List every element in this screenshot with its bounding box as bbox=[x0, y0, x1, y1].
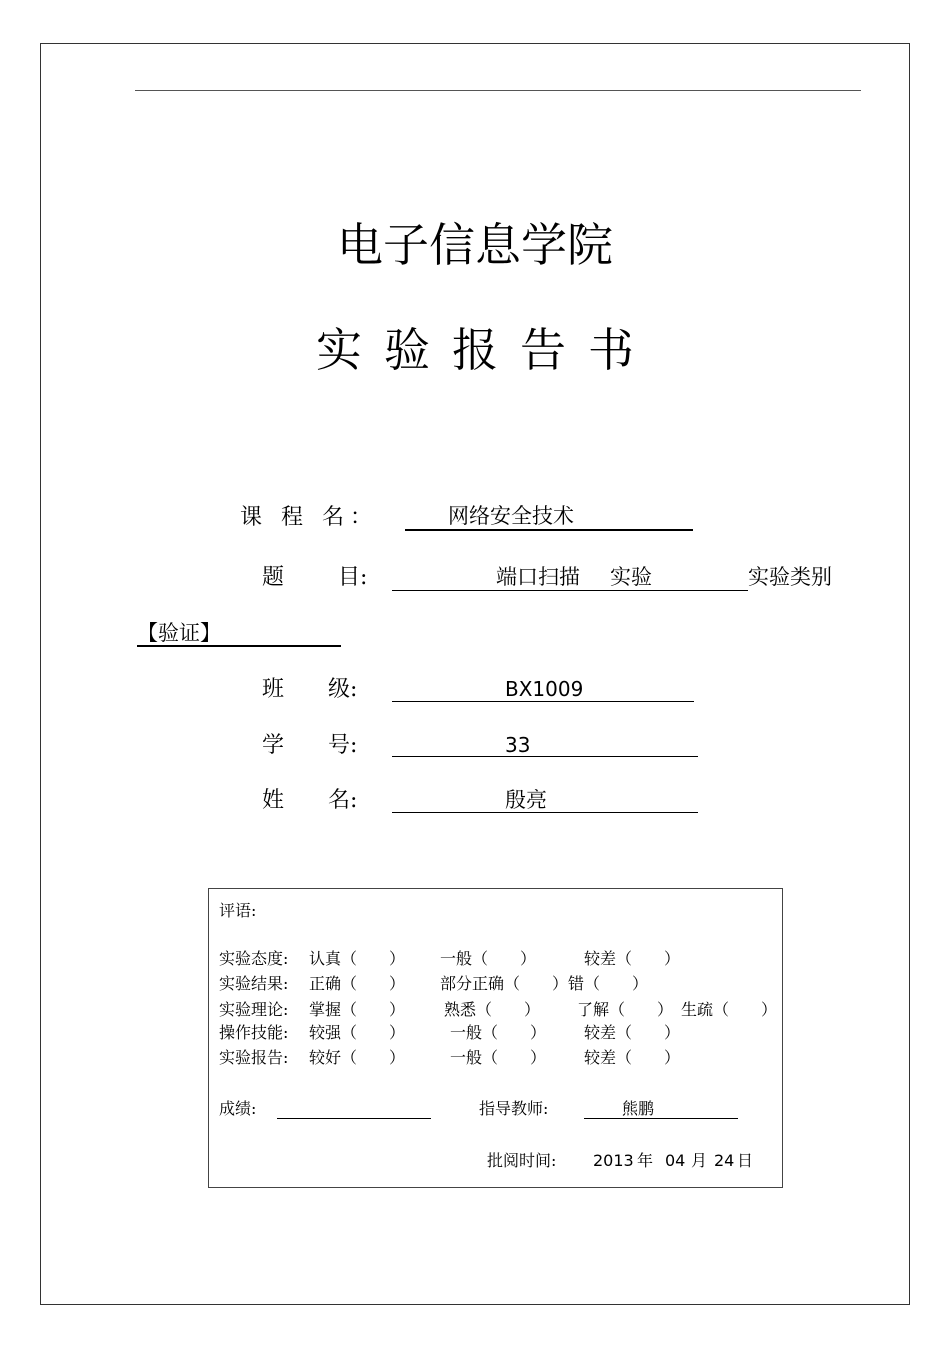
attitude-option-1: 认真（ ） bbox=[309, 949, 406, 968]
skill-option-2: 一般（ ） bbox=[450, 1023, 547, 1042]
topic-value: 端口扫描 bbox=[496, 565, 580, 589]
name-value: 殷亮 bbox=[505, 788, 547, 812]
id-value: 33 bbox=[505, 733, 531, 757]
theory-label: 实验理论: bbox=[219, 1000, 289, 1019]
course-label: 课 程 名： bbox=[240, 505, 378, 530]
school-title: 电子信息学院 bbox=[337, 218, 613, 272]
teacher-underline bbox=[584, 1118, 738, 1119]
skill-option-1: 较强（ ） bbox=[309, 1023, 406, 1042]
attitude-option-3: 较差（ ） bbox=[584, 949, 681, 968]
class-value: BX1009 bbox=[505, 677, 584, 701]
theory-option-4: 生疏（ ） bbox=[681, 1000, 778, 1019]
review-day: 24 bbox=[714, 1151, 735, 1170]
report-option-3: 较差（ ） bbox=[584, 1048, 681, 1067]
skill-label: 操作技能: bbox=[219, 1023, 289, 1042]
grade-underline bbox=[277, 1118, 431, 1119]
class-label: 班 bbox=[262, 677, 285, 702]
review-year: 2013 bbox=[593, 1151, 634, 1170]
topic-underline bbox=[392, 590, 748, 591]
teacher-value: 熊鹏 bbox=[622, 1099, 655, 1118]
result-option-2: 部分正确（ ）错（ ） bbox=[440, 974, 649, 993]
category-value: 【验证】 bbox=[137, 621, 221, 645]
id-label-2: 号: bbox=[328, 733, 358, 758]
review-time-label: 批阅时间: bbox=[487, 1151, 557, 1170]
report-option-1: 较好（ ） bbox=[309, 1048, 406, 1067]
topic-value-2: 实验 bbox=[610, 565, 652, 589]
header-rule bbox=[135, 90, 861, 91]
skill-option-3: 较差（ ） bbox=[584, 1023, 681, 1042]
name-label-2: 名: bbox=[328, 788, 358, 813]
course-value: 网络安全技术 bbox=[448, 504, 574, 528]
report-label: 实验报告: bbox=[219, 1048, 289, 1067]
class-label-2: 级: bbox=[328, 677, 358, 702]
theory-option-1: 掌握（ ） bbox=[309, 1000, 406, 1019]
category-underline bbox=[137, 645, 341, 647]
month-unit: 月 bbox=[691, 1151, 708, 1170]
theory-option-2: 熟悉（ ） bbox=[444, 1000, 541, 1019]
comment-label: 评语: bbox=[219, 901, 257, 920]
course-underline bbox=[405, 529, 693, 531]
review-month: 04 bbox=[665, 1151, 686, 1170]
grade-label: 成绩: bbox=[219, 1099, 257, 1118]
result-option-1: 正确（ ） bbox=[309, 974, 406, 993]
teacher-label: 指导教师: bbox=[479, 1099, 549, 1118]
year-unit: 年 bbox=[637, 1151, 654, 1170]
name-label: 姓 bbox=[262, 788, 285, 813]
topic-label: 题 bbox=[262, 565, 285, 590]
category-label: 实验类别 bbox=[748, 565, 832, 589]
report-title: 实验报告书 bbox=[316, 323, 656, 377]
name-underline bbox=[392, 812, 698, 813]
attitude-label: 实验态度: bbox=[219, 949, 289, 968]
attitude-option-2: 一般（ ） bbox=[440, 949, 537, 968]
id-underline bbox=[392, 756, 698, 757]
day-unit: 日 bbox=[737, 1151, 754, 1170]
theory-option-3: 了解（ ） bbox=[577, 1000, 674, 1019]
result-label: 实验结果: bbox=[219, 974, 289, 993]
class-underline bbox=[392, 701, 694, 702]
report-option-2: 一般（ ） bbox=[450, 1048, 547, 1067]
topic-label-2: 目: bbox=[338, 565, 368, 590]
evaluation-box bbox=[208, 888, 783, 1188]
id-label: 学 bbox=[262, 733, 285, 758]
